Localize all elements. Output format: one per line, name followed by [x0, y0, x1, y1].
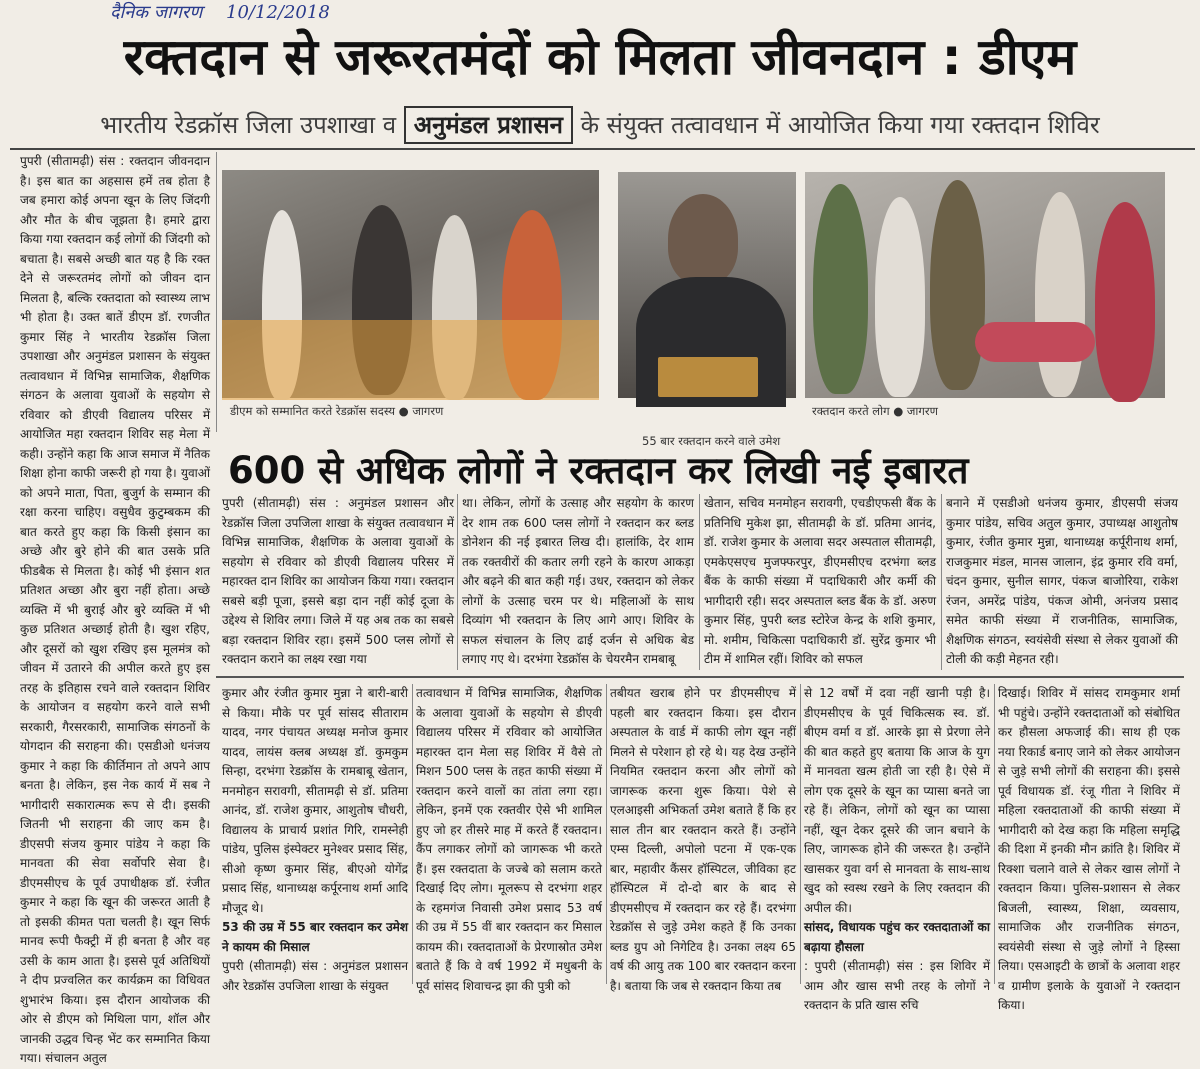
- bottom-col1-subhead: 53 की उम्र में 55 बार रक्तदान कर उमेश ने कायम की मिसाल: [222, 920, 408, 954]
- column-divider: [216, 152, 217, 432]
- bottom-col4-text: से 12 वर्षों में दवा नहीं खानी पड़ी है। डीएमसीएच के पूर्व चिकित्सक स्व. डॉ. बीएम वर्मा व डॉ. आरके झा से प्रेरणा लेने की बात कहते हुए बताया कि आज के युग में मानवता खत्म होती जा रही है। ऐसे में लोग एक दूसरे के खून का प्यासा बनते जा रहे हैं। लेकिन, लोगों को खून का प्यासा नहीं, खून देकर दूसरे की जान बचाने के लिए, जागरूक होने की जरूरत है। उन्होंने खासकर युवा वर्ग से मानवता के साथ-साथ खुद को स्वस्थ रखने के लिए रक्तदान की अपील की।: [804, 686, 990, 915]
- mid-column-2: था। लेकिन, लोगों के उत्साह और सहयोग के कारण देर शाम तक 600 प्लस लोगों ने रक्तदान कर ब्लड डोनेशन की नई इबारत लिख दी। हालांकि, देर शाम तक रक्तवीरों की कतार लगी रहने के कारण आकड़ा और बढ़ने की बात कही गई। उधर, रक्तदान को लेकर लोगों के उत्साह चरम पर थे। महिलाओं के साथ दिव्यांग भी रक्तदान के लिए आगे आए। शिविर के सफल संचालन के लिए ढाई दर्जन से अधिक बेड लगाए गए थे। दरभंगा रेडक्रॉस के चेयरमैन रामबाबू: [462, 496, 694, 666]
- section-rule: [216, 676, 1184, 678]
- subhead-after: के संयुक्त तत्वावधान में आयोजित किया गया रक्तदान शिविर: [580, 111, 1100, 139]
- bottom-col4-subhead: सांसद, विधायक पहुंच कर रक्तदाताओं का बढ़ाया हौसला: [804, 920, 990, 954]
- main-headline: रक्तदान से जरूरतमंदों को मिलता जीवनदान : डीएम: [123, 28, 1077, 86]
- bottom-column-1: [222, 684, 408, 993]
- column-divider: [457, 494, 458, 670]
- masthead: [110, 0, 450, 26]
- mid-column-4: बनाने में एसडीओ धनंजय कुमार, डीएसपी संजय कुमार पांडेय, सचिव अतुल कुमार, उपाध्यक्ष आशुतोष कुमार, रंजीत कुमार मुन्ना, थानाध्यक्ष कर्पूरीनाथ शर्मा, राजकुमार मंडल, मानस जालान, इंद्र कुमार रवि वर्मा, चंदन कुमार, सुनील सागर, पंकज बाजोरिया, राकेश रंजन, अमरेंद्र पांडेय, पंकज ओमी, अनंजय प्रसाद समेत काफी संख्या में राजनीतिक, सामाजिक, शैक्षणिक संगठन, स्वयंसेवी संस्था से लेकर युवाओं की टोली की कड़ी मेहनत रही।: [946, 496, 1178, 666]
- photo-donors: [805, 172, 1165, 398]
- photo-caption-3: रक्तदान करते लोग ● जागरण: [812, 404, 938, 418]
- column-divider: [606, 684, 607, 984]
- column-divider: [800, 684, 801, 984]
- bottom-column-2: तत्वावधान में विभिन्न सामाजिक, शैक्षणिक के अलावा युवाओं के सहयोग से डीएवी विद्यालय परिसर में रविवार को आयोजित महारक्त दान मेला सह शिविर में वैसे तो मिशन 500 प्लस के तहत काफी संख्या में रक्तदान करने वालों का तांता लगा रहा। लेकिन, इनमें एक रक्तवीर ऐसे भी शामिल हुए जो हर तीसरे माह में करते हैं रक्तदान। कैंप लगाकर लोगों को जागरूक भी करते हैं। इस रक्तदाता के जज्बे को सलाम करते दिखाई दिए लोग। मूलरूप से दरभंगा शहर के रहमगंज निवासी उमेश प्रसाद 53 वर्ष की उम्र में 55 वीं बार रक्तदान कर मिसाल कायम की। रक्तदाताओं के प्रेरणास्रोत उमेश बताते हैं कि वे वर्ष 1992 में मधुबनी के पूर्व सांसद शिवाचन्द्र झा की पुत्री को: [416, 686, 602, 993]
- column-divider: [412, 684, 413, 984]
- photo-dm-honoured: [222, 170, 599, 398]
- column-divider: [941, 494, 942, 670]
- photo-caption-1: डीएम को सम्मानित करते रेडक्रॉस सदस्य ● जागरण: [230, 404, 444, 418]
- column-divider: [994, 684, 995, 984]
- bottom-column-4: [804, 684, 990, 1012]
- subheadline: [20, 104, 1180, 146]
- bottom-col4-text2: : पुपरी (सीतामढ़ी) संस : इस शिविर में आम और खास सभी तरह के लोगों ने रक्तदान के प्रति खास रुचि: [804, 959, 990, 1012]
- mid-column-3: खेतान, सचिव मनमोहन सरावगी, एचडीएफसी बैंक के प्रतिनिधि मुकेश झा, सीतामढ़ी के डॉ. प्रतिमा आनंद, डॉ. राजेश कुमार के अलावा सदर अस्पताल सीतामढ़ी, एमकेएसएच मुजफ्फरपुर, डीएमसीएच दरभंगा ब्लड बैंक के काफी संख्या में पदाधिकारी और कर्मी की भागीदारी रही। सदर अस्पताल ब्लड बैंक के डॉ. अरुण कुमार सिंह, पुपरी ब्लड स्टोरेज केन्द्र के शशि कुमार, मो. शमीम, चिकित्सा पदाधिकारी डॉ. सुरेंद्र कुमार भी टीम में शामिल रहीं। शिविर को सफल: [704, 496, 936, 666]
- publication-date: 10/12/2018: [226, 2, 330, 23]
- subhead-boxed: अनुमंडल प्रशासन: [404, 106, 573, 144]
- bottom-column-5: दिखाई। शिविर में सांसद रामकुमार शर्मा भी पहुंचे। उन्होंने रक्तदाताओं को संबोधित कर हौसला अफजाई की। साथ ही एक नया रिकार्ड बनाए जाने को लेकर आयोजन से जुड़े सभी लोगों की सराहना की। इससे पूर्व विधायक डॉ. रंजू गीता ने शिविर में महिला रक्तदाताओं की काफी संख्या में भागीदारी को देख कहा कि महिला समृद्धि की दिशा में इनकी मौन क्रांति है। शिविर में रिक्शा चलाने वाले से लेकर खास लोगों ने रक्तदान किया। पुलिस-प्रशासन से लेकर बिजली, स्वास्थ्य, शिक्षा, व्यवसाय, सामाजिक और राजनीतिक संगठन, स्वयंसेवी संस्था से जुड़े लोगों ने हिस्सा लिया। एसआइटी के छात्रों के अलावा शहर व ग्रामीण इलाके के युवाओं ने रक्तदान किया।: [998, 686, 1180, 1012]
- left-column-text: पुपरी (सीतामढ़ी) संस : रक्तदान जीवनदान है। इस बात का अहसास हमें तब होता है जब हमारा कोई अपना खून के लिए जिंदगी और मौत के बीच जूझता है। हमारे द्वारा किया गया रक्तदान कई लोगों की जिंदगी को बचाता है। सबसे अच्छी बात यह है कि रक्त देने से जरूरतमंद लोगों को जीवन दान मिलता है, बल्कि रक्तदाता को स्वास्थ्य लाभ भी होता है। उक्त बातें डीएम डॉ. रणजीत कुमार सिंह ने भारतीय रेडक्रॉस जिला उपशाखा और अनुमंडल प्रशासन के संयुक्त तत्वावधान में विभिन्न सामाजिक, शैक्षणिक संगठन के अलावा युवाओं के सहयोग से रविवार को डीएवी विद्यालय परिसर में आयोजित महा रक्तदान शिविर सह मेला में कही। उन्होंने कहा कि आज समाज में नैतिक शिक्षा होना काफी जरूरी हो गया है। युवाओं को अपने माता, पिता, बुजुर्ग के सम्मान की रक्षा करना चाहिए। वसुधैव कुटुम्बकम की बात करते हुए कहा कि किसी इंसान का अच्छे और बुरे होने की बात उसके प्रति फीडबैक से मिलता है। कोई भी इंसान शत प्रतिशत अच्छा और बुरा नहीं होता। अच्छे व्यक्ति में भी बुराई और बुरे व्यक्ति में भी कुछ प्रतिशत अच्छाई होती है। खुश रहिए, और दूसरों को खुश रखिए इस मूलमंत्र को जीवन में उतारने की अपील करते हुए इस तरह के इतिहास रचने वाले रक्तदान शिविर के आयोजन व सहयोग करने वाले सभी सरकारी, गैरसरकारी, सामाजिक संगठनों के योगदान की सराहना की। एसडीओ धनंजय कुमार ने कहा कि कीर्तिमान तो अपने आप बनता है। लेकिन, इस नेक कार्य में सब ने भागीदारी सकारात्मक रूप से दी। इसकी जितनी भी सराहना की जाए कम है। डीएसपी संजय कुमार पांडेय ने कहा कि मानवता की सेवा सर्वोपरि सेवा है। डीएमसीएच के पूर्व उपाधीक्षक डॉ. रंजीत कुमार ने कहा कि खून की जरूरत आती है तो इसकी कीमत पता चलती है। खून सिर्फ मानव रूपी फैक्ट्री में ही बनता है और वह उसी के काम आता है। इससे पूर्व अतिथियों ने दीप प्रज्वलित कर कार्यक्रम का विधिवत शुभारंभ किया। इस दौरान आयोजक की ओर से डीएम को मिथिला पाग, शॉल और जानकी उद्धव चिन्ह भेंट कर सम्मानित किया गया। संचालन अतुल: [20, 154, 210, 1065]
- photo-caption-2: 55 बार रक्तदान करने वाले उमेश: [642, 434, 781, 448]
- newspaper-name: दैनिक जागरण: [110, 2, 203, 23]
- bottom-column-3: तबीयत खराब होने पर डीएमसीएच में पहली बार रक्तदान किया। इस दौरान अस्पताल के वार्ड में काफी लोग खून नहीं मिलने से परेशान हो रहे थे। यह देख उन्होंने नियमित रक्तदान करना और लोगों को जागरूक करना शुरू किया। पेशे से एलआइसी अभिकर्ता उमेश बताते हैं कि हर साल तीन बार रक्तदान करते हैं। उन्होंने एम्स दिल्ली, अपोलो पटना में एक-एक बार, महावीर कैंसर हॉस्पिटल, जीविका हट हॉस्पिटल में दो-दो बार के बाद से डीएमसीएच में रक्तदान कर रहे हैं। दरभंगा रेडक्रॉस से जुड़े उमेश कहते हैं कि उनका ब्लड ग्रुप ओ निगेटिव है। उनका लक्ष्य 65 वर्ष की आयु तक 100 बार रक्तदान करना है। बताया कि जब से रक्तदान किया तब: [610, 686, 796, 993]
- mid-column-1: पुपरी (सीतामढ़ी) संस : अनुमंडल प्रशासन और रेडक्रॉस जिला उपजिला शाखा के संयुक्त तत्वावधान में विभिन्न सामाजिक, शैक्षणिक के अलावा युवाओं के सहयोग से रविवार को डीएवी विद्यालय परिसर में महारक्त दान शिविर का आयोजन किया गया। रक्तदान सबसे बड़ी पूजा, इससे बड़ा दान नहीं कोई दूजा के उद्देश्य से शिविर लगा। जिले में यह अब तक का सबसे बड़ा रक्तदान शिविर रहा। इसमें 500 प्लस लोगों से रक्तदान कराने का लक्ष्य रखा गया: [222, 496, 454, 666]
- header-rule: [10, 148, 1195, 150]
- bottom-col1-text2: पुपरी (सीतामढ़ी) संस : अनुमंडल प्रशासन और रेडक्रॉस उपजिला शाखा के संयुक्त: [222, 959, 408, 993]
- column-divider: [699, 494, 700, 670]
- secondary-headline: 600 से अधिक लोगों ने रक्तदान कर लिखी नई इबारत: [228, 449, 969, 492]
- photo-umesh: [618, 172, 796, 398]
- subhead-before: भारतीय रेडक्रॉस जिला उपशाखा व: [100, 111, 397, 139]
- bottom-col1-text: कुमार और रंजीत कुमार मुन्ना ने बारी-बारी से किया। मौके पर पूर्व सांसद सीताराम यादव, नगर पंचायत अध्यक्ष मनोज कुमार यादव, लायंस क्लब अध्यक्ष डॉ. कुमकुम सिन्हा, दरभंगा रेडक्रॉस के रामबाबू खेतान, मनमोहन सरावगी, सीतामढ़ी से डॉ. प्रतिमा आनंद, डॉ. राजेश कुमार, आशुतोष चौधरी, विद्यालय के प्राचार्य प्रशांत गिरि, रामस्नेही पांडेय, पुलिस इंस्पेक्टर मुनेश्वर प्रसाद सिंह, सीओ कृष्ण कुमार सिंह, बीएओ योगेंद्र प्रसाद सिंह, थानाध्यक्ष कर्पूरनाथ शर्मा आदि मौजूद थे।: [222, 686, 408, 915]
